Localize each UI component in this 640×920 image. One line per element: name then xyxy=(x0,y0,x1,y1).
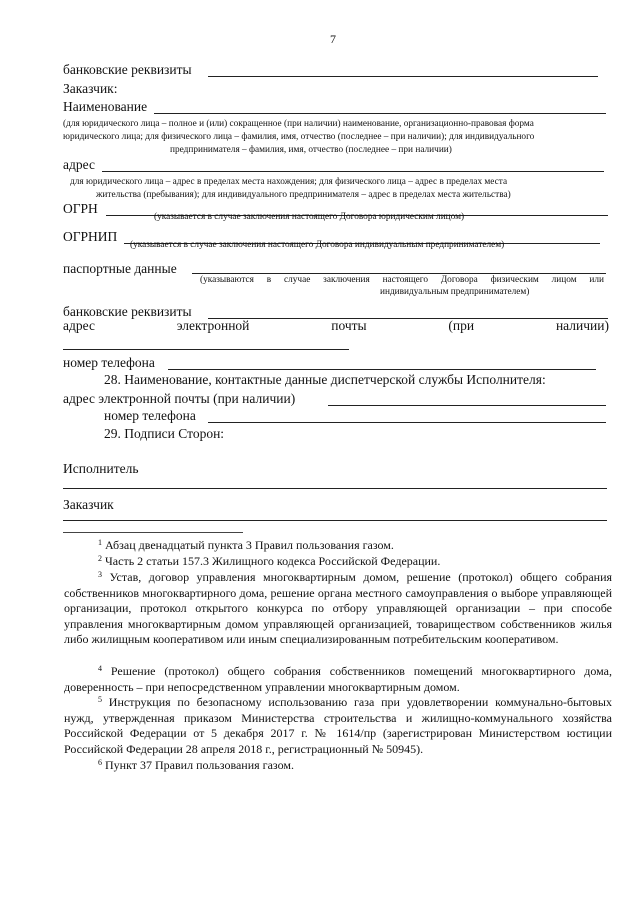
name-field[interactable] xyxy=(154,113,606,114)
executor-label: Исполнитель xyxy=(63,461,139,476)
address-hint-line-2: жительства (пребывания); для индивидуального предпринимателя – адрес в пределах места жительства) xyxy=(96,190,511,200)
footnote-3: $^3$ Устав, договор управления многоквартирным домом, решение (протокол) общего собрания собственников многоквартирного дома, решение органа местного самоуправления о выборе управляющей организации, протокол открытого конкурса по отбору управляющей организации – при способе управления многоквартирным домом управляющей организацией, товариществом собственников жилья либо жилищным кооперативом или иным специализированным потребительским кооперативом. xyxy=(64,570,613,647)
ogrn-hint: (указывается в случае заключения настоящего Договора юридическим лицом) xyxy=(154,212,465,222)
customer-signature-line[interactable] xyxy=(63,520,607,521)
dispatch-email-field[interactable] xyxy=(328,405,606,406)
footnote-5: $^5$ Инструкция по безопасному использованию газа при удовлетворении коммунально-бытовых нужд, утвержденная приказом Министерства строительства и жилищно-коммунального хозяйства Российской Федерации от 5 декабря 2017 г. № 1614/пр (зарегистрирован Министерством юстиции Российской Федерации 28 апреля 2018 г., регистрационный № 50945). xyxy=(64,695,612,756)
footnote-2: $^2$ Часть 2 статьи 157.3 Жилищного кодекса Российской Федерации. xyxy=(98,554,441,568)
ogrnip-hint: (указывается в случае заключения настоящего Договора индивидуальным предпринимателем) xyxy=(130,240,505,250)
address-field[interactable] xyxy=(102,171,604,172)
customer-label: Заказчик xyxy=(63,497,114,512)
customer-heading: Заказчик: xyxy=(63,81,118,96)
email-field[interactable] xyxy=(63,349,349,350)
passport-label: паспортные данные xyxy=(63,261,177,276)
bank-details-label: банковские реквизиты xyxy=(63,62,192,77)
bank-details-field[interactable] xyxy=(208,76,598,77)
ogrn-label: ОГРН xyxy=(63,201,98,216)
address-hint-line-1: для юридического лица – адрес в пределах места нахождения; для физического лица – адрес в пределах места xyxy=(70,177,508,187)
name-label: Наименование xyxy=(63,99,148,114)
address-label: адрес xyxy=(63,157,95,172)
name-hint-line-3: предпринимателя – фамилия, имя, отчество (последнее – при наличии) xyxy=(170,145,452,155)
bank-details-label-2: банковские реквизиты xyxy=(63,304,192,319)
dispatch-email-label: адрес электронной почты (при наличии) xyxy=(63,391,296,406)
passport-hint-line-1: (указываются в случае заключения настоящего Договора физическим лицом или xyxy=(200,275,604,285)
phone-field[interactable] xyxy=(168,369,596,370)
section-28-heading: 28. Наименование, контактные данные диспетчерской службы Исполнителя: xyxy=(104,372,546,387)
section-29-heading: 29. Подписи Сторон: xyxy=(104,426,225,441)
name-hint-line-2: юридического лица; для физического лица – фамилия, имя, отчество (последнее – при наличии); для индивидуального xyxy=(63,132,535,142)
passport-hint-line-2: индивидуальным предпринимателем) xyxy=(380,287,530,297)
ogrnip-label: ОГРНИП xyxy=(63,229,118,244)
email-label: адрес электронной почты (при наличии) xyxy=(63,318,609,333)
executor-signature-line[interactable] xyxy=(63,488,607,489)
name-hint-line-1: (для юридического лица – полное и (или) сокращенное (при наличии) наименование, организационно-правовая форма xyxy=(63,119,534,129)
page-number: 7 xyxy=(330,32,336,46)
dispatch-phone-field[interactable] xyxy=(208,422,606,423)
phone-label: номер телефона xyxy=(63,355,155,370)
footnote-1: $^1$ Абзац двенадцатый пункта 3 Правил пользования газом. xyxy=(98,538,394,552)
dispatch-phone-label: номер телефона xyxy=(104,408,196,423)
footnote-6: $^6$ Пункт 37 Правил пользования газом. xyxy=(98,758,294,772)
footnote-separator xyxy=(63,532,243,533)
footnote-4: $^4$ Решение (протокол) общего собрания собственников помещений многоквартирного дома, доверенность – при непосредственном управлении многоквартирным домом. xyxy=(64,664,613,694)
